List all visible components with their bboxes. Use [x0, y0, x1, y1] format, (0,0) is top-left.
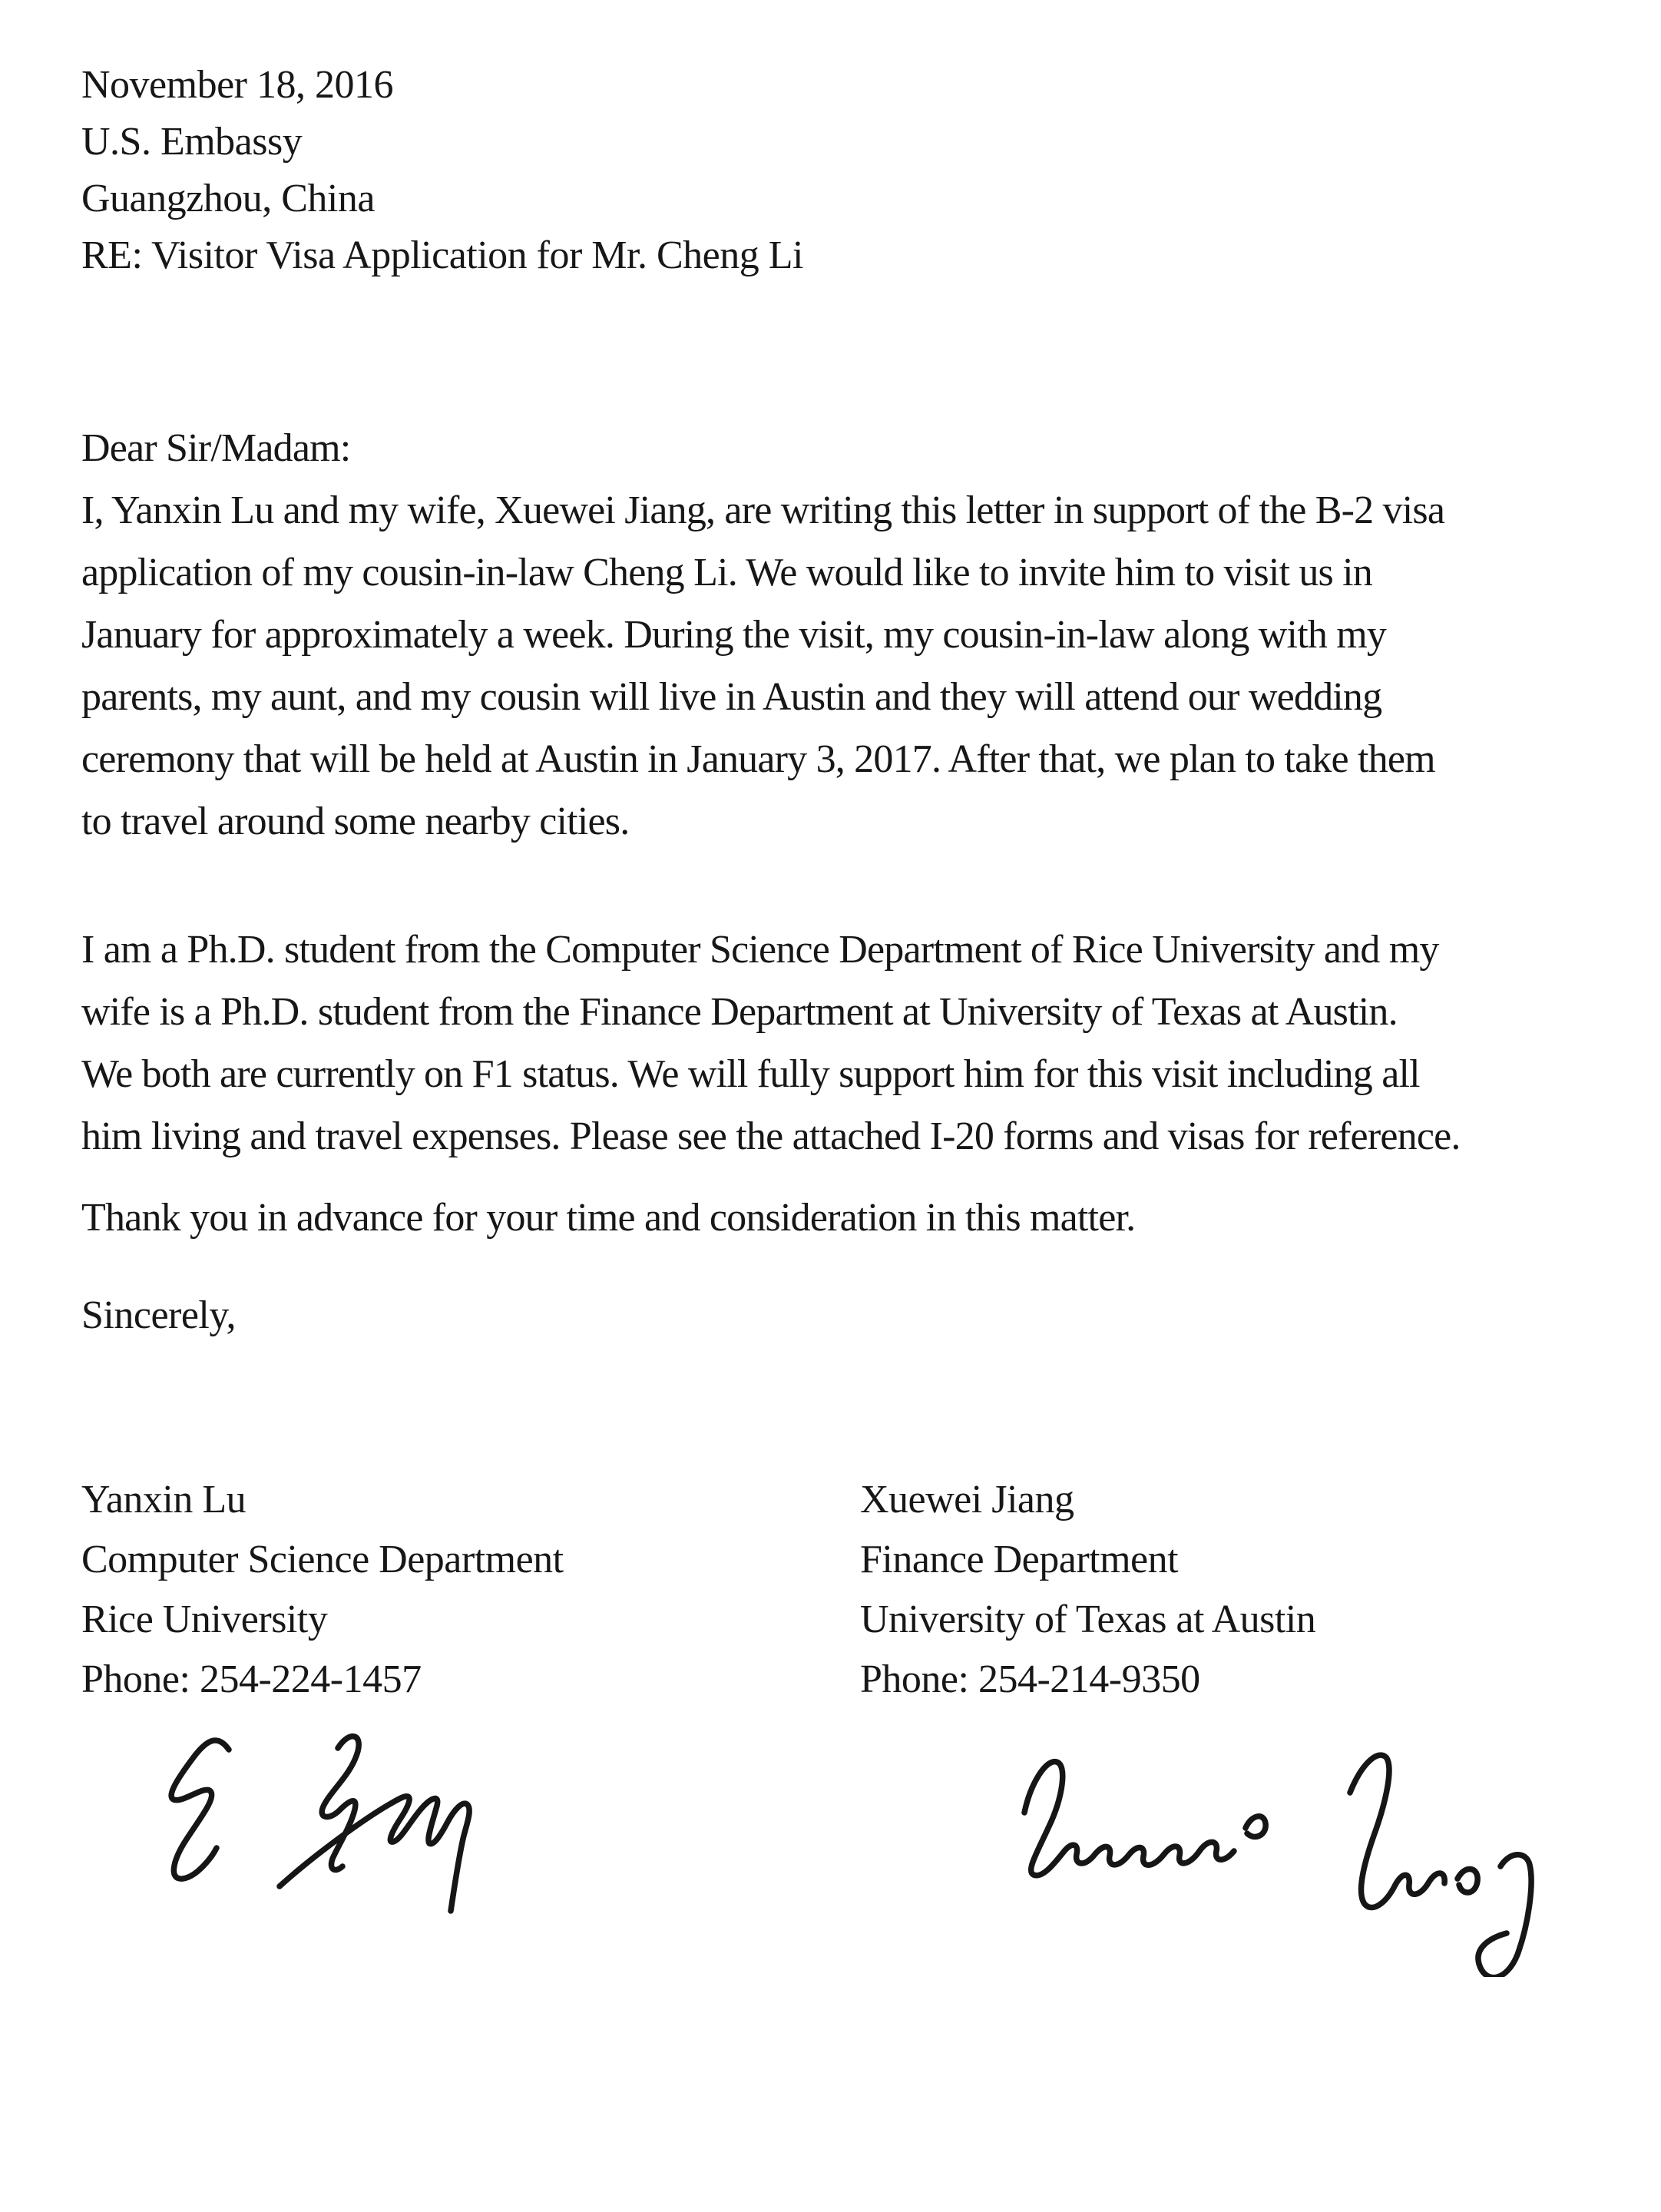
signer-phone: Phone: 254-224-1457 [81, 1657, 422, 1701]
text-line: application of my cousin-in-law Cheng Li. We would like to invite him to visit us in [81, 551, 1372, 594]
text-line: January for approximately a week. During the visit, my cousin-in-law along with my [81, 613, 1387, 657]
text-line: to travel around some nearby cities. [81, 800, 630, 843]
text-line: We both are currently on F1 status. We will fully support him for this visit including all [81, 1052, 1420, 1096]
signer-name: Xuewei Jiang [860, 1478, 1074, 1522]
handwritten-signature-yanxin-lu [137, 1725, 504, 1923]
signer-institution: Rice University [81, 1598, 328, 1641]
paragraph-2 [81, 919, 1461, 1167]
signer-institution: University of Texas at Austin [860, 1598, 1316, 1641]
closing-sincerely: Sincerely, [81, 1293, 236, 1337]
subject-line: RE: Visitor Visa Application for Mr. Cheng Li [81, 233, 803, 277]
text-line: ceremony that will be held at Austin in January 3, 2017. After that, we plan to take them [81, 737, 1435, 781]
text-line: him living and travel expenses. Please see the attached I-20 forms and visas for reference. [81, 1114, 1461, 1158]
opening-paragraph [81, 417, 1444, 853]
handwritten-signature-xuewei-jiang [951, 1719, 1608, 1977]
paragraph-1 [81, 479, 1444, 853]
signer-department: Computer Science Department [81, 1538, 564, 1581]
letter-date: November 18, 2016 [81, 63, 393, 107]
letter-header [81, 57, 803, 284]
recipient-org: U.S. Embassy [81, 120, 303, 164]
salutation: Dear Sir/Madam: [81, 426, 351, 470]
signer-phone: Phone: 254-214-9350 [860, 1657, 1200, 1701]
paragraph-3 [81, 1187, 1135, 1249]
text-line: I, Yanxin Lu and my wife, Xuewei Jiang, are writing this letter in support of the B-2 visa [81, 488, 1445, 532]
signer-block-xuewei-jiang [860, 1470, 1315, 1710]
recipient-city: Guangzhou, China [81, 177, 375, 220]
text-line: I am a Ph.D. student from the Computer Science Department of Rice University and my [81, 928, 1439, 972]
signer-name: Yanxin Lu [81, 1478, 247, 1522]
signer-department: Finance Department [860, 1538, 1179, 1581]
text-line: parents, my aunt, and my cousin will live in Austin and they will attend our wedding [81, 675, 1382, 719]
signer-block-yanxin-lu [81, 1470, 564, 1710]
text-line: Thank you in advance for your time and consideration in this matter. [81, 1196, 1136, 1240]
text-line: wife is a Ph.D. student from the Finance Department at University of Texas at Austin. [81, 990, 1398, 1034]
